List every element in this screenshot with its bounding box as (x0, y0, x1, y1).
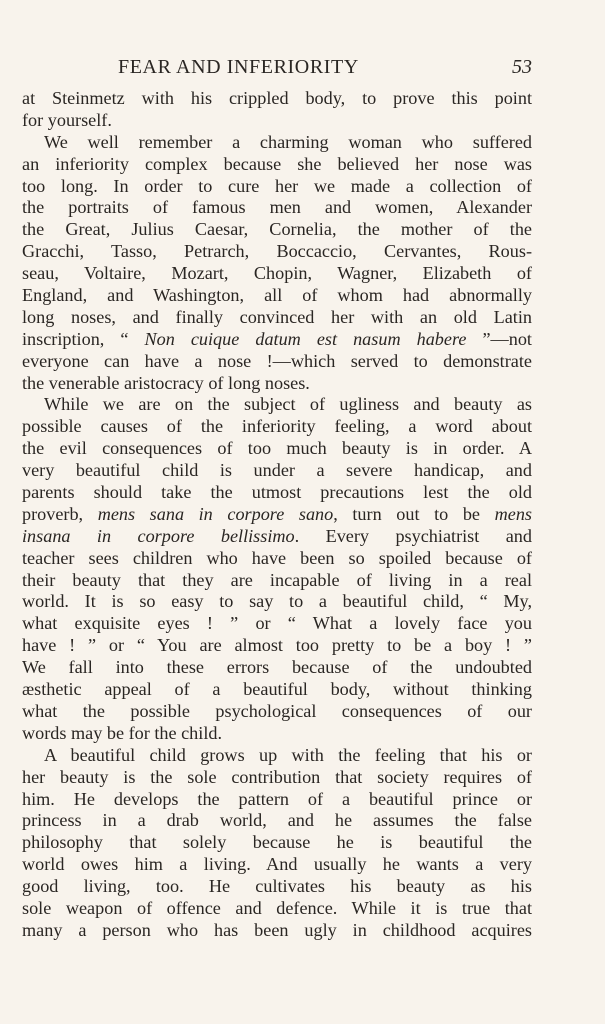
text-line-5: too long. In order to cure her we made a collection of (22, 175, 532, 196)
page-header (22, 52, 532, 82)
latin-proverb-variant: insana in corpore bellissimo (22, 525, 295, 546)
text-line-16: possible causes of the inferiority feeling, a word about (22, 416, 532, 437)
page-number: 53 (512, 56, 532, 78)
text-line-6: the portraits of famous men and women, Alexander (22, 197, 532, 218)
latin-proverb: mens sana in corpore sano (97, 503, 334, 524)
text-line-18: very beautiful child is under a severe handicap, and (22, 460, 532, 481)
text-line-8: Gracchi, Tasso, Petrarch, Boccaccio, Cervantes, Rous- (22, 241, 532, 262)
latin-proverb-mens: mens (494, 503, 532, 524)
text-line-22: teacher sees children who have been so spoiled because of (22, 547, 532, 568)
running-head: FEAR AND INFERIORITY (118, 56, 359, 78)
text-line-37: good living, too. He cultivates his beauty as his (22, 876, 532, 897)
text-line-21: insana in corpore bellissimo. Every psychiatrist and (22, 525, 532, 546)
text-line-12: inscription, “ Non cuique datum est nasum habere ”—not (22, 328, 532, 349)
text-line-32: her beauty is the sole contribution that society requires of (22, 766, 532, 787)
text-line-33: him. He develops the pattern of a beautiful prince or (22, 788, 532, 809)
text-line-17: the evil consequences of too much beauty is in order. A (22, 438, 532, 459)
text-line-25: what exquisite eyes ! ” or “ What a lovely face you (22, 613, 532, 634)
text-line-14: the venerable aristocracy of long noses. (22, 372, 310, 393)
text-line-11: long noses, and finally convinced her with an old Latin (22, 306, 532, 327)
body-text (22, 88, 532, 942)
text-line-36: world owes him a living. And usually he wants a very (22, 854, 532, 875)
text-line-13: everyone can have a nose !—which served to demonstrate (22, 350, 532, 371)
text-line-3: We well remember a charming woman who suffered (44, 131, 532, 152)
latin-inscription: Non cuique datum est nasum habere (144, 328, 467, 349)
text-line-2: for yourself. (22, 109, 112, 130)
text-line-28: æsthetic appeal of a beautiful body, without thinking (22, 679, 532, 700)
text-line-10: England, and Washington, all of whom had abnormally (22, 285, 532, 306)
text-line-26: have ! ” or “ You are almost too pretty to be a boy ! ” (22, 635, 532, 656)
text-line-19: parents should take the utmost precautions lest the old (22, 482, 532, 503)
text-line-34: princess in a drab world, and he assumes the false (22, 810, 532, 831)
text-line-38: sole weapon of offence and defence. While it is true that (22, 897, 532, 918)
text-line-1: at Steinmetz with his crippled body, to prove this point (22, 88, 532, 108)
text-line-9: seau, Voltaire, Mozart, Chopin, Wagner, Elizabeth of (22, 263, 532, 284)
text-line-39: many a person who has been ugly in childhood acquires (22, 919, 532, 940)
text-line-30: words may be for the child. (22, 722, 223, 743)
text-line-23: their beauty that they are incapable of living in a real (22, 569, 532, 590)
text-line-15: While we are on the subject of ugliness and beauty as (44, 394, 532, 415)
text-line-24: world. It is so easy to say to a beautiful child, “ My, (22, 591, 532, 612)
text-line-20: proverb, mens sana in corpore sano, turn out to be mens (22, 503, 532, 524)
text-line-31: A beautiful child grows up with the feeling that his or (44, 744, 532, 765)
text-line-35: philosophy that solely because he is beautiful the (22, 832, 532, 853)
text-line-29: what the possible psychological consequences of our (22, 700, 532, 721)
text-line-7: the Great, Julius Caesar, Cornelia, the mother of the (22, 219, 532, 240)
text-line-27: We fall into these errors because of the undoubted (22, 657, 532, 678)
text-line-4: an inferiority complex because she believed her nose was (22, 153, 532, 174)
